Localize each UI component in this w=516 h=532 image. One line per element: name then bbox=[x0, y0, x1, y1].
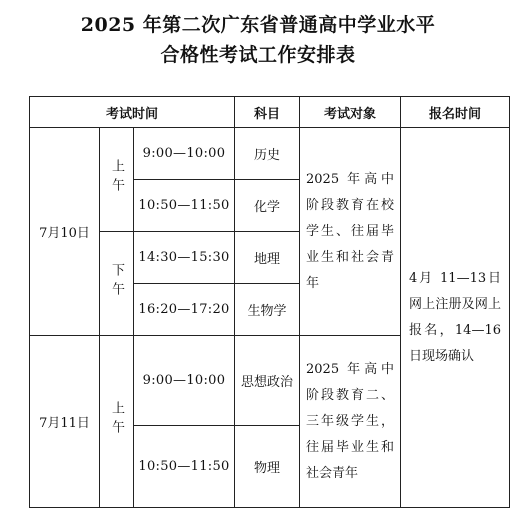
header-time: 考试时间 bbox=[30, 97, 235, 128]
date-cell: 7月10日 bbox=[30, 128, 100, 336]
header-target: 考试对象 bbox=[300, 97, 401, 128]
period-cell bbox=[100, 232, 134, 336]
time-cell: 14:30—15:30 bbox=[134, 232, 235, 284]
page-title: 2025 年第二次广东省普通高中学业水平 bbox=[80, 14, 436, 36]
time-cell: 10:50—11:50 bbox=[134, 426, 235, 508]
date-cell: 7月11日 bbox=[30, 336, 100, 508]
subject-cell: 思想政治 bbox=[235, 336, 300, 426]
signup-cell: 4月 11—13日网上注册及网上报名，14—16日现场确认 bbox=[401, 128, 510, 508]
period-label: 下午 bbox=[109, 262, 124, 301]
subject-cell: 地理 bbox=[235, 232, 300, 284]
period-label: 上午 bbox=[109, 400, 124, 439]
period-cell bbox=[100, 128, 134, 232]
table-row bbox=[30, 128, 510, 180]
page-subtitle: 合格性考试工作安排表 bbox=[160, 44, 356, 66]
subject-cell: 化学 bbox=[235, 180, 300, 232]
period-label: 上午 bbox=[109, 158, 124, 197]
target-cell: 2025 年高中阶段教育二、三年级学生，往届毕业生和社会青年 bbox=[300, 336, 401, 508]
header-row bbox=[30, 97, 510, 128]
header-signup: 报名时间 bbox=[401, 97, 510, 128]
subject-cell: 物理 bbox=[235, 426, 300, 508]
subject-cell: 生物学 bbox=[235, 284, 300, 336]
time-cell: 16:20—17:20 bbox=[134, 284, 235, 336]
header-subject: 科目 bbox=[235, 97, 300, 128]
subject-cell: 历史 bbox=[235, 128, 300, 180]
time-cell: 9:00—10:00 bbox=[134, 128, 235, 180]
time-cell: 10:50—11:50 bbox=[134, 180, 235, 232]
time-cell: 9:00—10:00 bbox=[134, 336, 235, 426]
target-cell: 2025 年高中阶段教育在校学生、往届毕业生和社会青年 bbox=[300, 128, 401, 336]
period-cell bbox=[100, 336, 134, 508]
schedule-table bbox=[29, 96, 510, 508]
